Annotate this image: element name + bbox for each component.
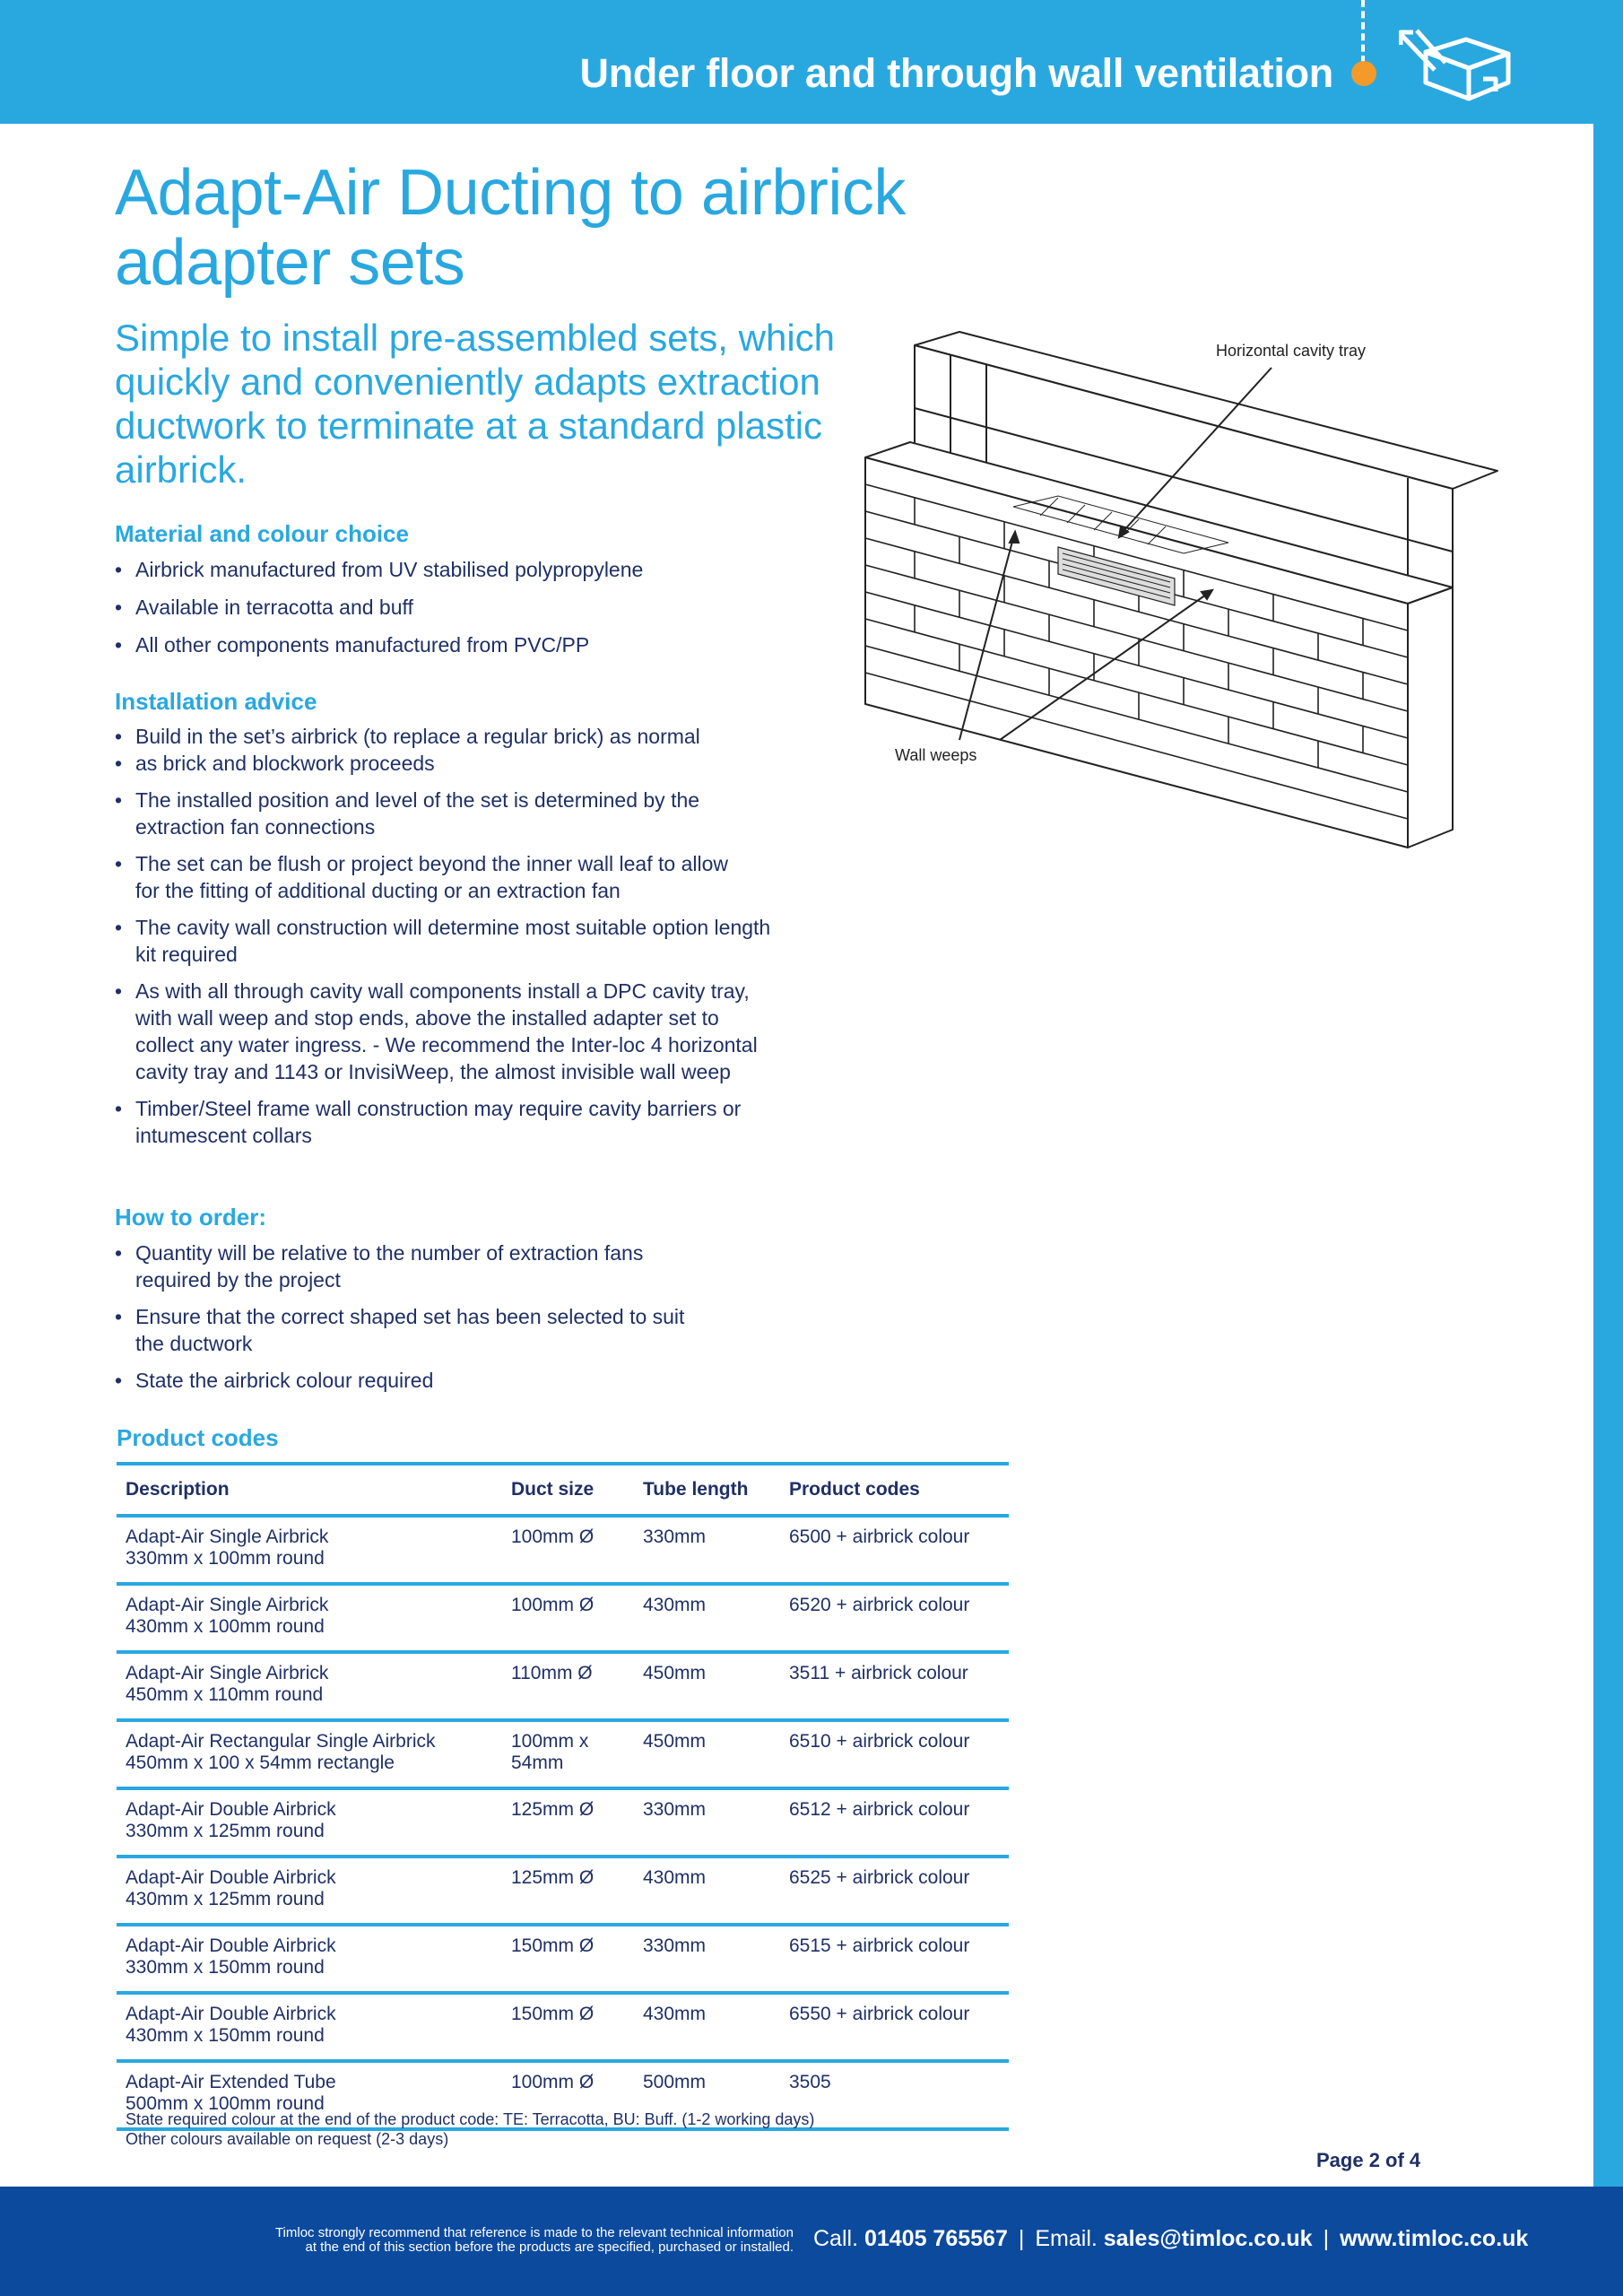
row-desc-2: 450mm x 110mm round: [126, 1684, 324, 1705]
row-tube: 450mm: [634, 1720, 780, 1788]
list-item: • As with all through cavity wall components install a DPC cavity tray, with wall weep and stop ends, above the installed adapter set to collect any water ingress. - We recommend the Inter-loc 4 horizontal cavity tray and 1143 or InvisiWeep, the almost invisible wall weep: [115, 978, 769, 1085]
table-row: [117, 1720, 1009, 1788]
row-desc-2: 430mm x 125mm round: [126, 1889, 325, 1909]
row-desc-2: 500mm x 100mm round: [126, 2093, 325, 2114]
row-duct: 100mm Ø: [502, 1584, 634, 1652]
row-tube: 430mm: [634, 1857, 780, 1925]
row-desc-1: Adapt-Air Double Airbrick: [126, 1935, 336, 1956]
table-row: [117, 1516, 1009, 1584]
phone-link[interactable]: 01405 765567: [864, 2226, 1008, 2251]
list-item: • as brick and blockwork proceeds: [115, 750, 796, 777]
column-header: Duct size: [502, 1464, 634, 1516]
row-desc-1: Adapt-Air Single Airbrick: [126, 1663, 329, 1683]
installation-heading: Installation advice: [115, 688, 317, 715]
row-desc-2: 330mm x 125mm round: [126, 1821, 325, 1841]
row-desc-1: Adapt-Air Single Airbrick: [126, 1526, 329, 1547]
footer-contact: [813, 2226, 1528, 2252]
email-link[interactable]: sales@timloc.co.uk: [1103, 2226, 1313, 2251]
row-desc-1: Adapt-Air Double Airbrick: [126, 1799, 336, 1820]
column-header: Product codes: [780, 1464, 1009, 1516]
row-code: 6510 + airbrick colour: [780, 1720, 1009, 1788]
row-desc-1: Adapt-Air Double Airbrick: [126, 1867, 336, 1888]
row-tube: 330mm: [634, 1788, 780, 1857]
orange-dot-decoration: [1351, 61, 1376, 86]
table-row: [117, 1788, 1009, 1857]
row-desc-2: 430mm x 150mm round: [126, 2025, 325, 2046]
list-item: • All other components manufactured from PVC/PP: [115, 631, 796, 658]
table-header-row: [117, 1464, 1009, 1516]
row-tube: 450mm: [634, 1652, 780, 1720]
product-codes-table: [117, 1462, 1009, 2131]
cavity-wall-diagram: [852, 318, 1515, 857]
row-code: 6525 + airbrick colour: [780, 1857, 1009, 1925]
table-row: [117, 1652, 1009, 1720]
order-list: [115, 1239, 796, 1404]
table-row: [117, 1993, 1009, 2061]
row-code: 6520 + airbrick colour: [780, 1584, 1009, 1652]
page-subtitle: Simple to install pre-assembled sets, which quickly and conveniently adapts extraction ductwork to terminate at a standard plastic airbrick.: [115, 317, 836, 491]
row-duct: 100mm Ø: [502, 1516, 634, 1584]
list-item: • Timber/Steel frame wall construction may require cavity barriers or intumescent collars: [115, 1095, 796, 1149]
row-duct: 125mm Ø: [502, 1857, 634, 1925]
table-footnote: [126, 2109, 814, 2149]
list-item: • The cavity wall construction will determine most suitable option length kit required: [115, 914, 796, 968]
row-code: 6550 + airbrick colour: [780, 1993, 1009, 2061]
row-code: 6512 + airbrick colour: [780, 1788, 1009, 1857]
list-item: • State the airbrick colour required: [115, 1367, 796, 1394]
row-desc-1: Adapt-Air Double Airbrick: [126, 2004, 336, 2024]
row-tube: 330mm: [634, 1516, 780, 1584]
row-tube: 330mm: [634, 1925, 780, 1993]
row-code: 6515 + airbrick colour: [780, 1925, 1009, 1993]
list-item: • The installed position and level of the set is determined by the extraction fan connections: [115, 787, 725, 840]
website-link[interactable]: www.timloc.co.uk: [1340, 2226, 1529, 2251]
brick-wall-illustration: [852, 318, 1515, 857]
material-heading: Material and colour choice: [115, 520, 409, 547]
list-item: • Available in terracotta and buff: [115, 594, 796, 621]
disclaimer-line: Timloc strongly recommend that reference is made to the relevant technical information: [274, 2225, 794, 2240]
row-code: 3511 + airbrick colour: [780, 1652, 1009, 1720]
call-label: Call.: [813, 2226, 859, 2251]
table-row: [117, 1584, 1009, 1652]
column-header: Tube length: [634, 1464, 780, 1516]
row-duct: 150mm Ø: [502, 1993, 634, 2061]
row-desc-1: Adapt-Air Rectangular Single Airbrick: [126, 1731, 436, 1752]
order-heading: How to order:: [115, 1204, 266, 1231]
row-tube: 500mm: [634, 2061, 780, 2129]
footnote-line: Other colours available on request (2-3 days): [126, 2130, 449, 2148]
row-duct: 125mm Ø: [502, 1788, 634, 1857]
footnote-line: State required colour at the end of the product code: TE: Terracotta, BU: Buff. (1-2 working days): [126, 2110, 815, 2128]
ventilation-brick-icon: [1399, 25, 1515, 106]
row-desc-2: 330mm x 100mm round: [126, 1548, 325, 1569]
row-desc-1: Adapt-Air Extended Tube: [126, 2072, 336, 2092]
row-desc-2: 450mm x 100 x 54mm rectangle: [126, 1752, 395, 1773]
row-code: 3505: [780, 2061, 1009, 2129]
row-desc-2: 330mm x 150mm round: [126, 1957, 325, 1978]
row-desc-1: Adapt-Air Single Airbrick: [126, 1595, 329, 1615]
diagram-label-cavity-tray: Horizontal cavity tray: [1216, 342, 1367, 360]
diagram-label-wall-weeps: Wall weeps: [895, 746, 977, 764]
row-duct: 100mm x 54mm: [502, 1720, 634, 1788]
list-item: • Ensure that the correct shaped set has been selected to suit the ductwork: [115, 1303, 689, 1357]
row-tube: 430mm: [634, 1993, 780, 2061]
disclaimer-line: at the end of this section before the products are specified, purchased or installed.: [305, 2239, 794, 2255]
separator: |: [1323, 2226, 1330, 2251]
installation-list: [115, 723, 796, 1159]
email-label: Email.: [1035, 2226, 1098, 2251]
footer-disclaimer: [275, 2226, 794, 2255]
product-codes-heading: Product codes: [117, 1424, 279, 1451]
row-code: 6500 + airbrick colour: [780, 1516, 1009, 1584]
table-row: [117, 1925, 1009, 1993]
header-band: [0, 0, 1623, 124]
dashed-line-decoration: [1361, 0, 1365, 63]
row-duct: 110mm Ø: [502, 1652, 634, 1720]
page-number: Page 2 of 4: [1316, 2149, 1421, 2171]
row-duct: 100mm Ø: [502, 2061, 634, 2129]
page-title: Adapt-Air Ducting to airbrick adapter sets: [115, 157, 906, 299]
list-item: • Build in the set’s airbrick (to replace a regular brick) as normal: [115, 723, 796, 750]
list-item: • Airbrick manufactured from UV stabilised polypropylene: [115, 556, 796, 583]
list-item: • Quantity will be relative to the number of extraction fans required by the project: [115, 1239, 716, 1293]
table-row: [117, 1857, 1009, 1925]
row-duct: 150mm Ø: [502, 1925, 634, 1993]
list-item: • The set can be flush or project beyond the inner wall leaf to allow for the fitting of additional ducting or an extraction fan: [115, 850, 751, 904]
footer-band: [0, 2187, 1623, 2296]
material-list: [115, 556, 796, 668]
row-tube: 430mm: [634, 1584, 780, 1652]
column-header: Description: [117, 1464, 502, 1516]
row-desc-2: 430mm x 100mm round: [126, 1616, 325, 1637]
section-title: Under floor and through wall ventilation: [579, 50, 1333, 96]
separator: |: [1018, 2226, 1025, 2251]
